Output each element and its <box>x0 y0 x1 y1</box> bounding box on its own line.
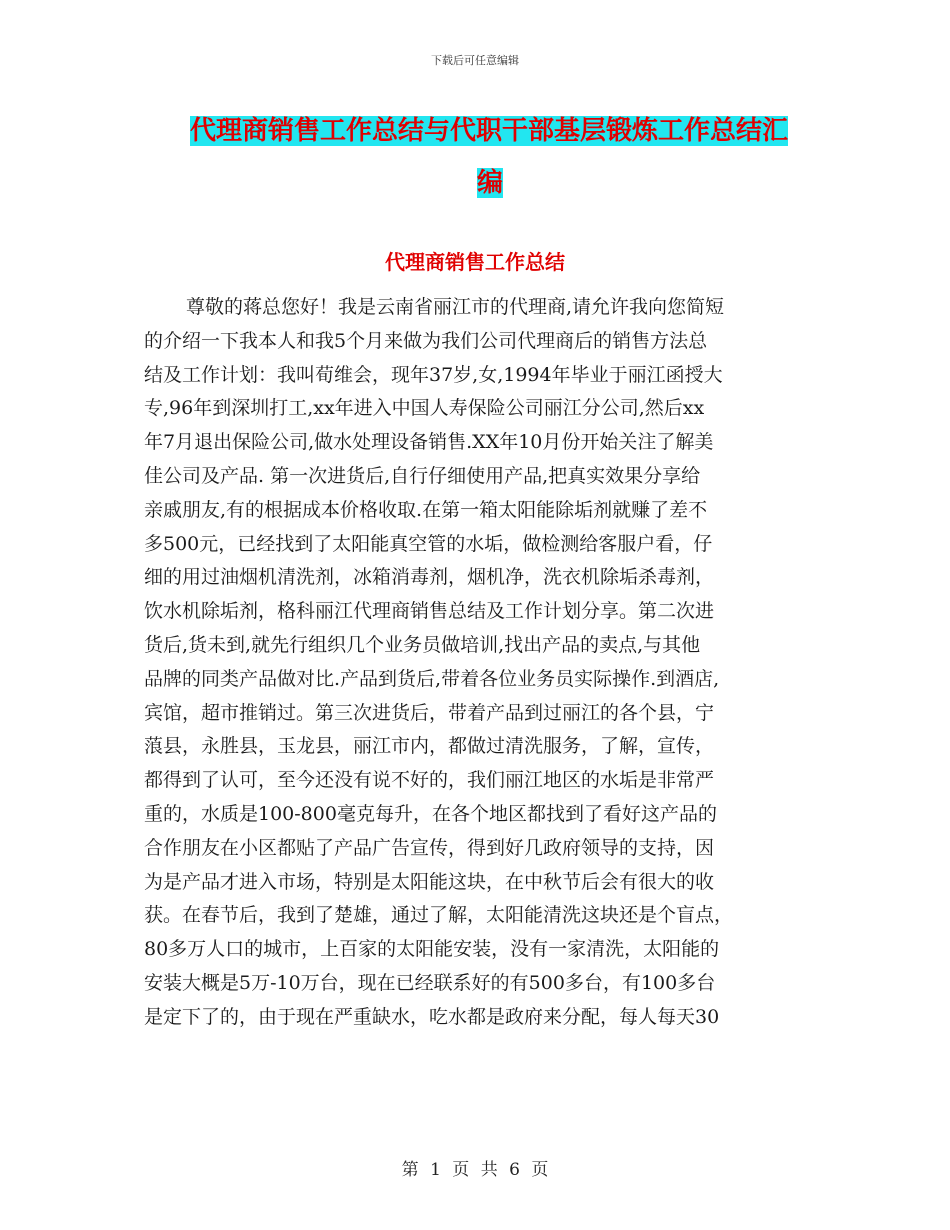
body-line: 品牌的同类产品做对比.产品到货后,带着各位业务员实际操作.到酒店, <box>144 667 720 690</box>
body-line: 是定下了的，由于现在严重缺水，吃水都是政府来分配，每人每天30 <box>144 1005 720 1028</box>
body-line: 专,96年到深圳打工,xx年进入中国人寿保险公司丽江分公司,然后xx <box>144 397 705 420</box>
body-line: 多500元，已经找到了太阳能真空管的水垢，做检测给客服户看，仔 <box>144 532 713 555</box>
body-line: 结及工作计划：我叫荀维会，现年37岁,女,1994年毕业于丽江函授大 <box>144 363 723 386</box>
body-line: 的介绍一下我本人和我5个月来做为我们公司代理商后的销售方法总 <box>144 329 708 352</box>
body-line: 合作朋友在小区都贴了产品广告宣传，得到好几政府领导的支持，因 <box>144 836 715 859</box>
body-line: 亲戚朋友,有的根据成本价格收取.在第一箱太阳能除垢剂就赚了差不 <box>144 498 708 521</box>
body-line: 饮水机除垢剂，格科丽江代理商销售总结及工作计划分享。第二次进 <box>144 600 715 623</box>
body-paragraph <box>144 291 809 1035</box>
body-line: 蒗县，永胜县，玉龙县，丽江市内，都做过清洗服务，了解，宣传， <box>144 735 715 758</box>
body-line: 年7月退出保险公司,做水处理设备销售.XX年10月份开始关注了解美 <box>144 431 714 454</box>
body-line: 佳公司及产品. 第一次进货后,自行仔细使用产品,把真实效果分享给 <box>144 464 701 487</box>
document-title-line-2: 编 <box>476 168 503 198</box>
page-number-footer: 第 1 页 共 6 页 <box>401 1160 549 1180</box>
body-line: 为是产品才进入市场，特别是太阳能这块，在中秋节后会有很大的收 <box>144 870 715 893</box>
body-line: 宾馆，超市推销过。第三次进货后，带着产品到过丽江的各个县，宁 <box>144 701 715 724</box>
body-line: 尊敬的蒋总您好！我是云南省丽江市的代理商,请允许我向您简短 <box>186 296 725 318</box>
section-heading: 代理商销售工作总结 <box>385 250 565 274</box>
body-line: 获。在春节后，我到了楚雄，通过了解，太阳能清洗这块还是个盲点， <box>144 904 734 927</box>
body-line: 80多万人口的城市，上百家的太阳能安装，没有一家清洗，太阳能的 <box>144 938 720 961</box>
body-line: 细的用过油烟机清洗剂，冰箱消毒剂，烟机净，洗衣机除垢杀毒剂， <box>144 566 715 589</box>
body-line: 都得到了认可，至今还没有说不好的，我们丽江地区的水垢是非常严 <box>144 769 715 792</box>
body-line: 安装大概是5万-10万台，现在已经联系好的有500多台，有100多台 <box>144 971 716 994</box>
document-title <box>190 108 810 206</box>
document-title-line-1: 代理商销售工作总结与代职干部基层锻炼工作总结汇 <box>190 116 789 146</box>
body-line: 重的，水质是100-800毫克每升，在各个地区都找到了看好这产品的 <box>144 802 717 825</box>
page-header-note: 下载后可任意编辑 <box>431 54 519 67</box>
body-line: 货后,货未到,就先行组织几个业务员做培训,找出产品的卖点,与其他 <box>144 633 701 656</box>
